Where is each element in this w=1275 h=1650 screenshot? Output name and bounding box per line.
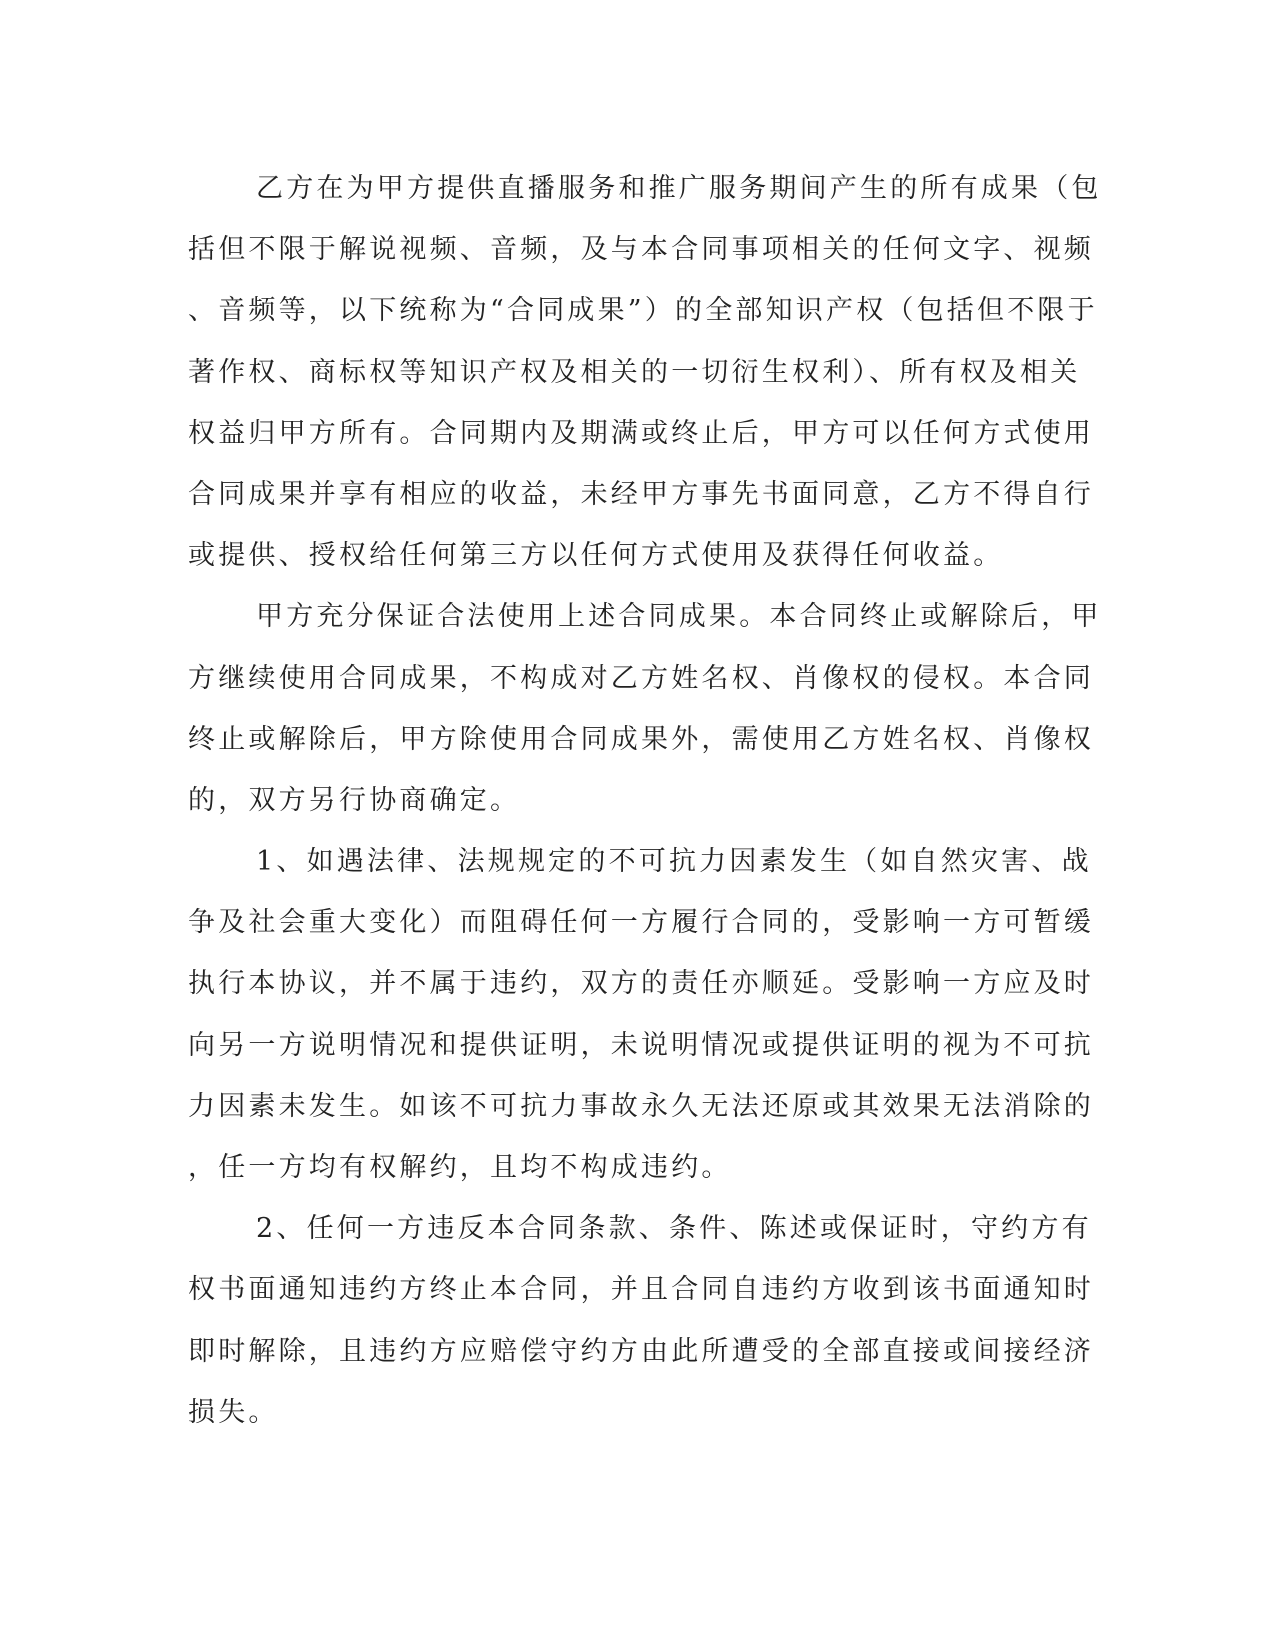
text-line: 或提供、授权给任何第三方以任何方式使用及获得任何收益。 bbox=[188, 540, 1004, 572]
text-line: 权益归甲方所有。合同期内及期满或终止后，甲方可以任何方式使用 bbox=[188, 417, 1094, 449]
text-line: 的，双方另行协商确定。 bbox=[188, 784, 521, 816]
text-line: 即时解除，且违约方应赔偿守约方由此所遭受的全部直接或间接经济 bbox=[188, 1335, 1094, 1367]
text-line: 终止或解除后，甲方除使用合同成果外，需使用乙方姓名权、肖像权 bbox=[188, 723, 1094, 755]
paragraph-force-majeure bbox=[188, 831, 1094, 1198]
text-line: 权书面通知违约方终止本合同，并且合同自违约方收到该书面通知时 bbox=[188, 1274, 1094, 1306]
text-line: 乙方在为甲方提供直播服务和推广服务期间产生的所有成果（包 bbox=[256, 173, 1102, 204]
paragraph-usage-guarantee bbox=[188, 586, 1102, 831]
text-line: 向另一方说明情况和提供证明，未说明情况或提供证明的视为不可抗 bbox=[188, 1029, 1094, 1061]
text-line: 括但不限于解说视频、音频，及与本合同事项相关的任何文字、视频 bbox=[188, 234, 1094, 266]
document-body bbox=[188, 158, 1102, 1443]
paragraph-breach-termination bbox=[188, 1198, 1094, 1443]
text-line: 争及社会重大变化）而阻碍任何一方履行合同的，受影响一方可暂缓 bbox=[188, 907, 1094, 939]
text-line: 执行本协议，并不属于违约，双方的责任亦顺延。受影响一方应及时 bbox=[188, 968, 1094, 1000]
text-line: 著作权、商标权等知识产权及相关的一切衍生权利）、所有权及相关 bbox=[188, 356, 1081, 388]
text-line: 2、任何一方违反本合同条款、条件、陈述或保证时，守约方有 bbox=[256, 1213, 1092, 1245]
text-line: 1、如遇法律、法规规定的不可抗力因素发生（如自然灾害、战 bbox=[256, 846, 1092, 878]
text-line: ，任一方均有权解约，且均不构成违约。 bbox=[188, 1152, 732, 1183]
text-line: 甲方充分保证合法使用上述合同成果。本合同终止或解除后，甲 bbox=[256, 601, 1102, 633]
text-line: 损失。 bbox=[188, 1396, 279, 1428]
text-line: 合同成果并享有相应的收益，未经甲方事先书面同意，乙方不得自行 bbox=[188, 478, 1094, 510]
text-line: 力因素未发生。如该不可抗力事故永久无法还原或其效果无法消除的 bbox=[188, 1090, 1094, 1122]
text-line: 方继续使用合同成果，不构成对乙方姓名权、肖像权的侵权。本合同 bbox=[188, 662, 1094, 694]
paragraph-ip-ownership bbox=[188, 158, 1102, 586]
text-line: 、音频等，以下统称为“合同成果”）的全部知识产权（包括但不限于 bbox=[188, 295, 1098, 327]
